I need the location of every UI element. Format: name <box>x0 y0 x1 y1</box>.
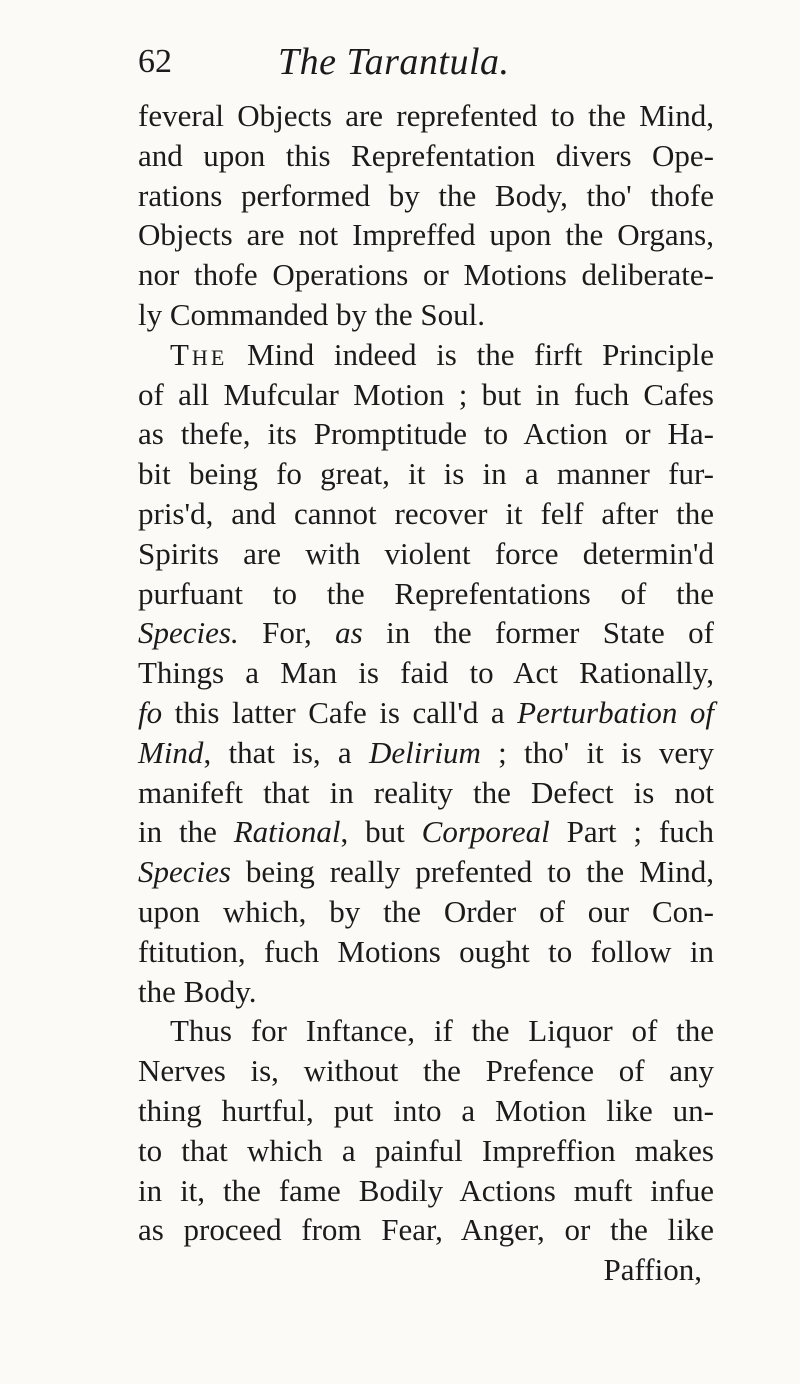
text-segment: Mind indeed is the firft Principle <box>227 336 714 372</box>
text-line: manifeft that in reality the Defect is not <box>138 774 714 810</box>
text-line: as proceed from Fear, Anger, or the like <box>138 1212 714 1248</box>
text-line <box>138 812 714 852</box>
text-line: purfuant to the Reprefentations of the <box>138 575 714 611</box>
text-line: Objects are not Impreffed upon the Organs, <box>138 217 714 253</box>
text-segment: in the <box>138 814 234 850</box>
text-line <box>138 733 714 773</box>
running-title: The Tarantula. <box>278 41 510 83</box>
catchword: Paffion, <box>603 1252 702 1288</box>
italic-word: as <box>335 615 363 651</box>
text-line: to that which a painful Impreffion makes <box>138 1132 714 1168</box>
text-line: nor thofe Operations or Motions deliberate- <box>138 257 714 293</box>
text-line <box>138 852 714 892</box>
text-line: Thus for Inftance, if the Liquor of the <box>170 1013 714 1049</box>
text-line: thing hurtful, put into a Motion like un- <box>138 1092 714 1128</box>
page-number: 62 <box>138 43 172 80</box>
page-header <box>138 40 698 90</box>
text-line: ftitution, fuch Motions ought to follow in <box>138 933 714 969</box>
text-segment: this latter Cafe is call'd a <box>162 694 518 730</box>
text-segment: , that is, a <box>203 734 369 770</box>
text-line: Nerves is, without the Prefence of any <box>138 1053 714 1089</box>
text-segment: For, <box>238 615 336 651</box>
text-line: bit being fo great, it is in a manner fur- <box>138 456 714 492</box>
text-segment: Part ; fuch <box>549 814 714 850</box>
text-line: of all Mufcular Motion ; but in fuch Cafes <box>138 376 714 412</box>
text-line: feveral Objects are reprefented to the Mind, <box>138 98 714 133</box>
text-line: as thefe, its Promptitude to Action or Ha- <box>138 416 714 452</box>
italic-word: Corporeal <box>421 814 550 850</box>
text-line: Spirits are with violent force determin'd <box>138 535 714 571</box>
text-line <box>138 335 714 375</box>
italic-phrase: Perturbation of <box>517 694 714 730</box>
text-line: in it, the fame Bodily Actions muft infue <box>138 1172 714 1208</box>
text-segment: being really prefented to the Mind, <box>230 854 714 890</box>
text-line: pris'd, and cannot recover it felf after the <box>138 495 714 531</box>
text-line <box>138 693 714 733</box>
text-line: rations performed by the Body, tho' thofe <box>138 177 714 213</box>
text-line: Things a Man is faid to Act Rationally, <box>138 655 714 691</box>
text-line: and upon this Reprefentation divers Ope- <box>138 137 714 173</box>
italic-word: Mind <box>138 734 204 770</box>
text-line: upon which, by the Order of our Con- <box>138 893 714 929</box>
italic-word: Delirium <box>368 734 481 770</box>
text-segment: , but <box>340 814 422 850</box>
body-text <box>138 96 714 1290</box>
text-line: ly Commanded by the Soul. <box>138 296 486 332</box>
italic-word: Species. <box>138 615 239 651</box>
text-segment: in the former State of <box>362 615 715 651</box>
italic-word: Rational <box>233 814 341 850</box>
italic-word: Species <box>138 854 231 890</box>
text-line <box>138 613 714 653</box>
text-line: the Body. <box>138 973 257 1009</box>
italic-word: fo <box>138 694 163 730</box>
text-segment: ; tho' it is very <box>480 734 715 770</box>
small-caps-word: The <box>170 336 228 372</box>
